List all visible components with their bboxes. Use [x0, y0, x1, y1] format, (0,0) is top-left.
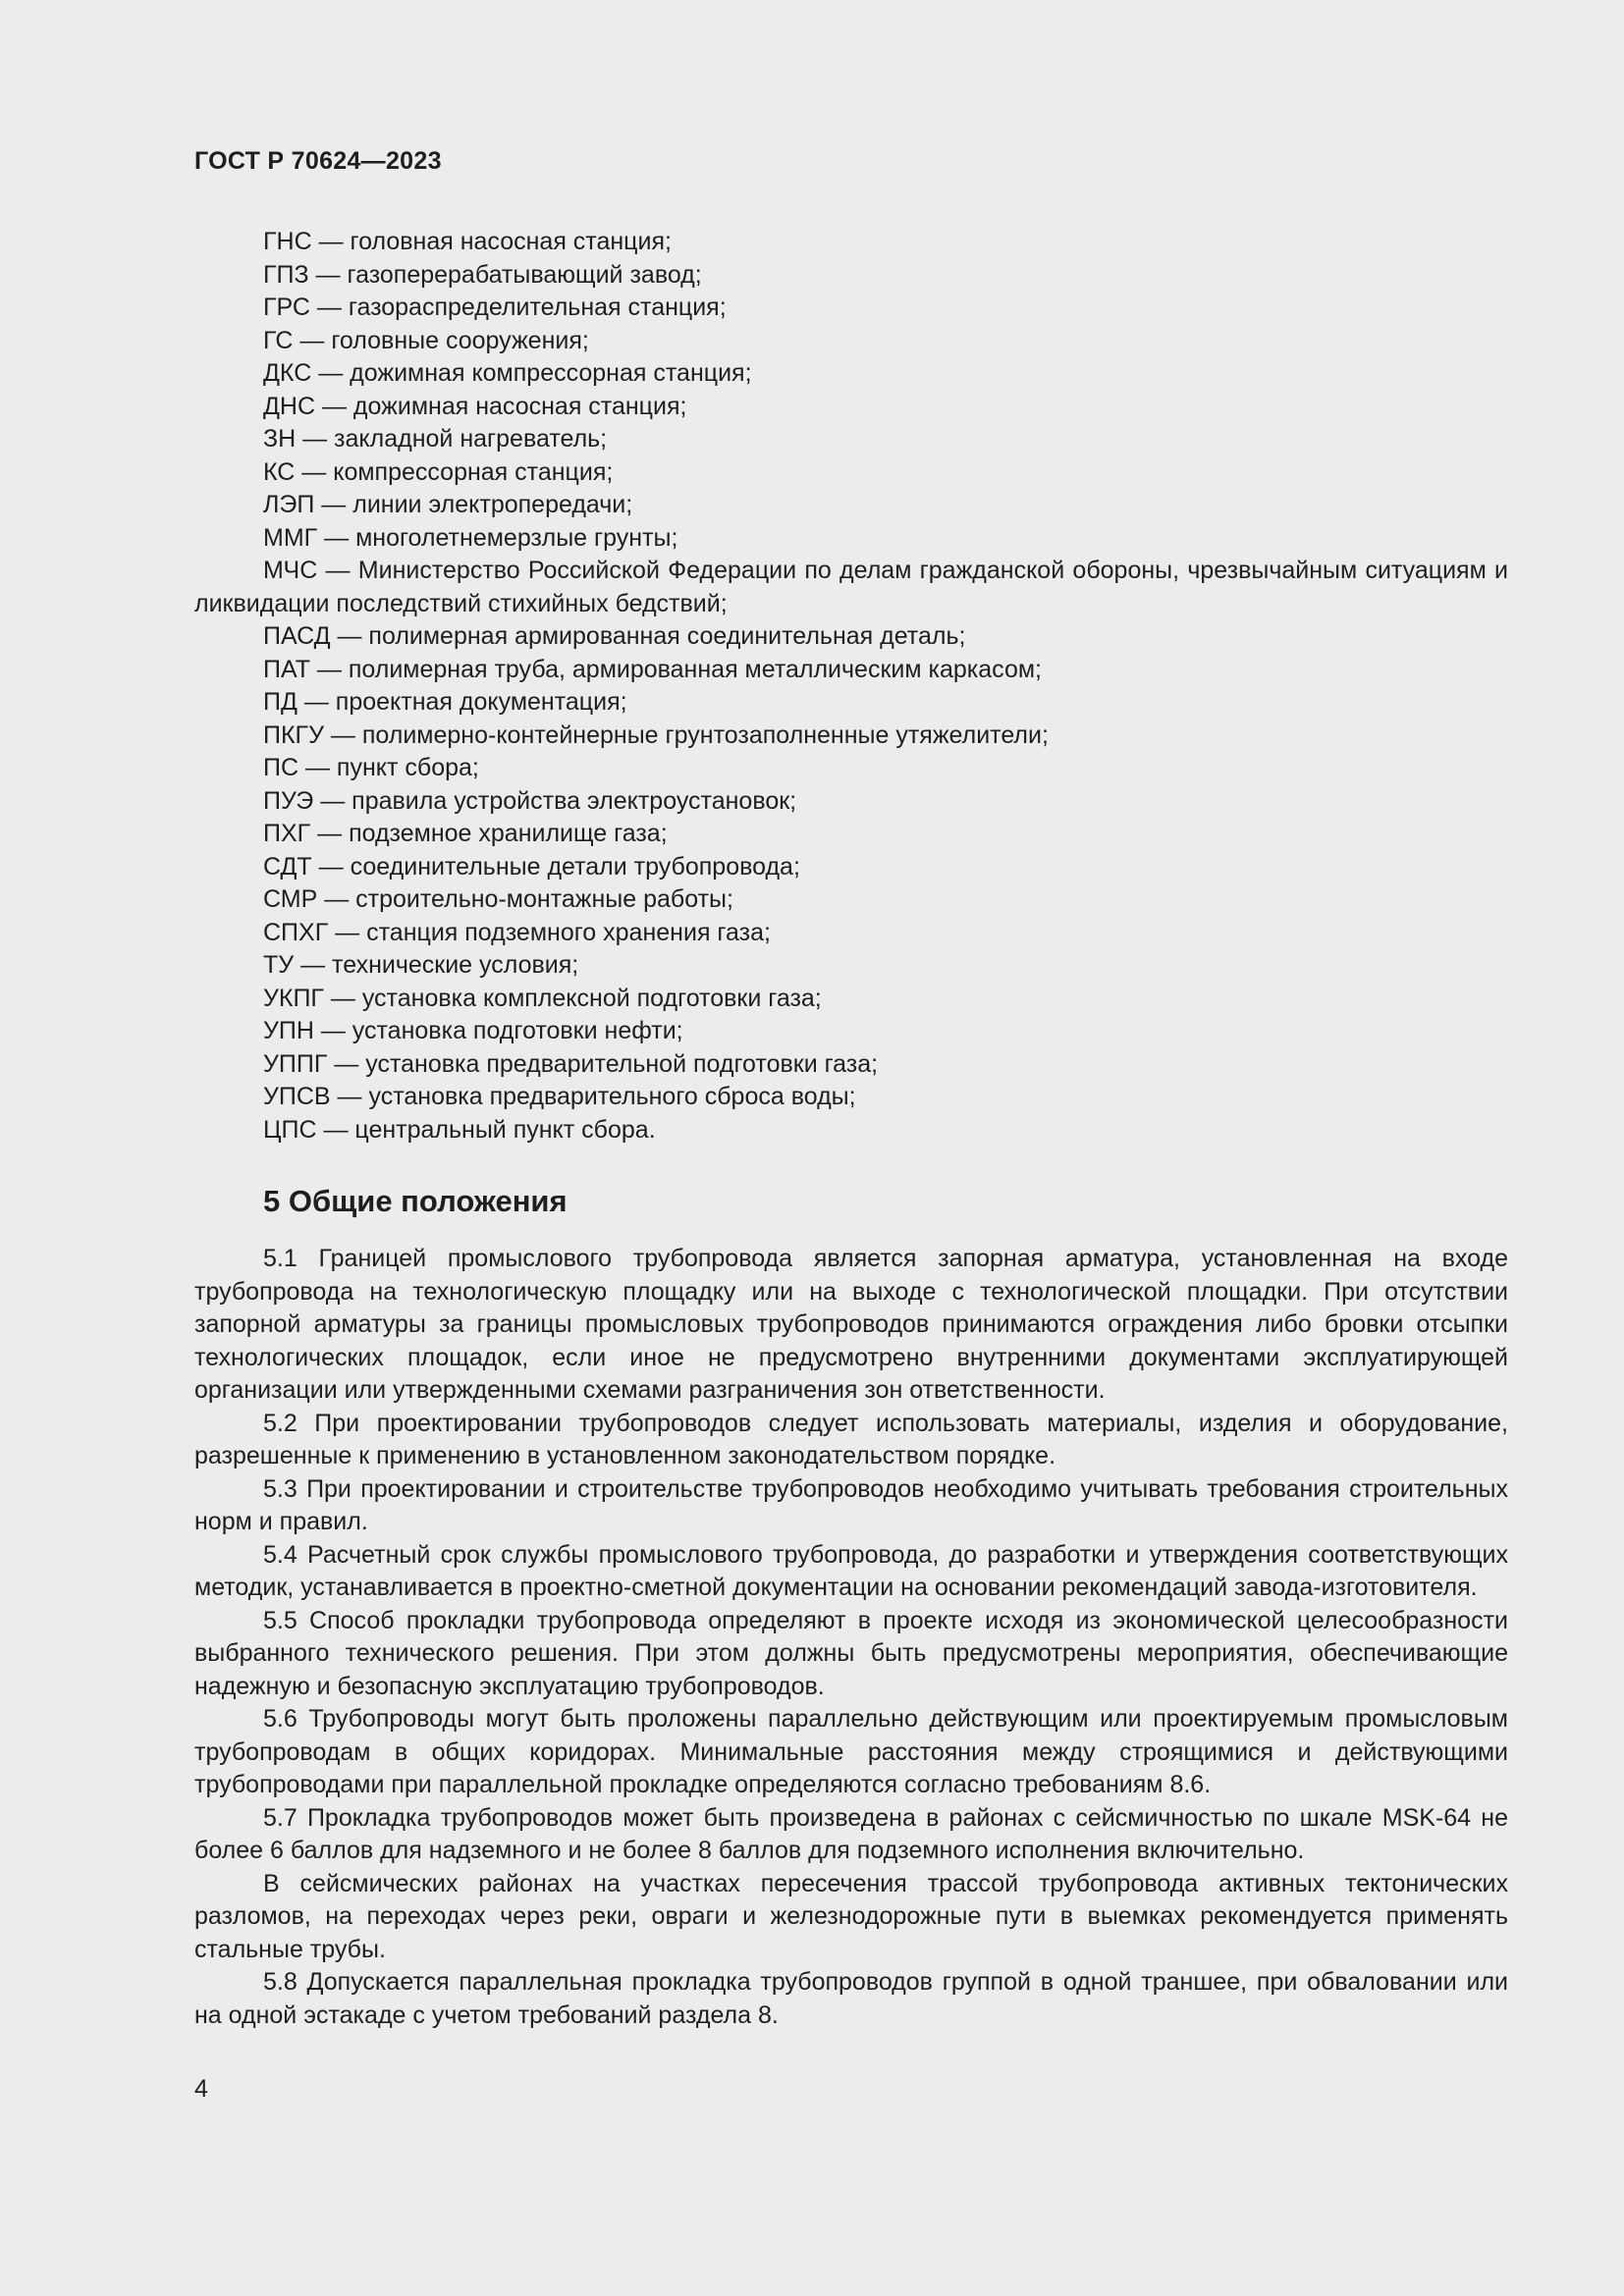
- abbreviation-item: ПКГУ — полимерно-контейнерные грунтозаполненные утяжелители;: [263, 721, 1049, 749]
- abbreviation-item: ПХГ — подземное хранилище газа;: [263, 820, 668, 847]
- section-paragraph: 5.3 При проектировании и строительстве трубопроводов необходимо учитывать требования строительных норм и правил.: [194, 1474, 1508, 1535]
- abbreviation-item: УППГ — установка предварительной подготовки газа;: [263, 1049, 879, 1078]
- abbreviations-list: [194, 226, 1508, 1147]
- section-paragraph: 5.5 Способ прокладки трубопровода определяют в проекте исходя из экономической целесообразности выбранного технического решения. При этом должны быть предусмотрены мероприятия, обеспечивающие надежную и безопасную эксплуатацию трубопроводов.: [194, 1606, 1508, 1700]
- abbreviation-item: ГРС — газораспределительная станция;: [263, 294, 727, 321]
- abbreviation-item: УКПГ — установка комплексной подготовки газа;: [263, 984, 822, 1012]
- abbreviation-item: ММГ — многолетнемерзлые грунты;: [263, 523, 678, 552]
- abbreviation-item: ЗН — закладной нагреватель;: [263, 425, 608, 453]
- document-header-code: ГОСТ Р 70624—2023: [194, 147, 442, 175]
- abbreviation-item: УПН — установка подготовки нефти;: [263, 1017, 683, 1044]
- abbreviation-item: ДКС — дожимная компрессорная станция;: [263, 359, 752, 387]
- abbreviation-item: ТУ — технические условия;: [263, 951, 579, 979]
- section-paragraph: 5.8 Допускается параллельная прокладка трубопроводов группой в одной траншее, при обваловании или на одной эстакаде с учетом требований раздела 8.: [194, 1968, 1508, 2029]
- abbreviation-item: УПСВ — установка предварительного сброса воды;: [263, 1083, 856, 1110]
- abbreviation-item: ПАСД — полимерная армированная соединительная деталь;: [263, 622, 966, 650]
- section-paragraph: 5.6 Трубопроводы могут быть проложены параллельно действующим или проектируемым промысловым трубопроводам в общих коридорах. Минимальные расстояния между строящимися и действующими трубопроводами при параллельной прокладке определяются согласно требованиям 8.6.: [194, 1705, 1508, 1798]
- abbreviation-item: ГНС — головная насосная станция;: [263, 228, 672, 255]
- abbreviation-item: ПУЭ — правила устройства электроустановок;: [263, 786, 797, 815]
- section-paragraph: В сейсмических районах на участках пересечения трассой трубопровода активных тектонических разломов, на переходах через реки, овраги и железнодорожные пути в выемках рекомендуется применять стальные трубы.: [194, 1869, 1508, 1963]
- abbreviation-item: ПАТ — полимерная труба, армированная металлическим каркасом;: [263, 655, 1042, 683]
- page-number: 4: [194, 2075, 208, 2103]
- abbreviation-item: ГС — головные сооружения;: [263, 326, 589, 354]
- abbreviation-item: СМР — строительно-монтажные работы;: [263, 885, 733, 913]
- abbreviation-item: КС — компрессорная станция;: [263, 457, 614, 486]
- abbreviation-item: ГПЗ — газоперерабатывающий завод;: [263, 260, 702, 289]
- abbreviation-item: СДТ — соединительные детали трубопровода;: [263, 852, 800, 881]
- section-paragraph: 5.2 При проектировании трубопроводов следует использовать материалы, изделия и оборудование, разрешенные к применению в установленном законодательством порядке.: [194, 1409, 1508, 1469]
- abbreviation-item: СПХГ — станция подземного хранения газа;: [263, 918, 771, 946]
- section-paragraph: 5.1 Границей промыслового трубопровода является запорная арматура, установленная на входе трубопровода на технологическую площадку или на выходе с технологической площадки. При отсутствии запорной арматуры за границы промысловых трубопроводов принимаются ограждения либо бровки отсыпки технологических площадок, если иное не предусмотрено внутренними документами эксплуатирующей организации или утвержденными схемами разграничения зон ответственности.: [194, 1245, 1508, 1404]
- abbreviation-item: МЧС — Министерство Российской Федерации по делам гражданской обороны, чрезвычайным ситуациям и ликвидации последствий стихийных бедствий;: [194, 557, 1508, 617]
- section-paragraph: 5.4 Расчетный срок службы промыслового трубопровода, до разработки и утверждения соответствующих методик, устанавливается в проектно-сметной документации на основании рекомендаций завода-изготовителя.: [194, 1540, 1508, 1601]
- abbreviation-item: ПД — проектная документация;: [263, 688, 627, 716]
- section-paragraph: 5.7 Прокладка трубопроводов может быть произведена в районах с сейсмичностью по шкале MSK-64 не более 6 баллов для надземного и не более 8 баллов для подземного исполнения включительно.: [194, 1803, 1508, 1864]
- abbreviation-item: ПС — пункт сбора;: [263, 754, 479, 781]
- abbreviation-item: ЛЭП — линии электропередачи;: [263, 491, 633, 518]
- section-body: [194, 1243, 1508, 2032]
- abbreviation-item: ЦПС — центральный пункт сбора.: [263, 1115, 656, 1144]
- section-title: 5 Общие положения: [263, 1184, 568, 1218]
- abbreviation-item: ДНС — дожимная насосная станция;: [263, 392, 687, 420]
- document-page: [194, 0, 1508, 2296]
